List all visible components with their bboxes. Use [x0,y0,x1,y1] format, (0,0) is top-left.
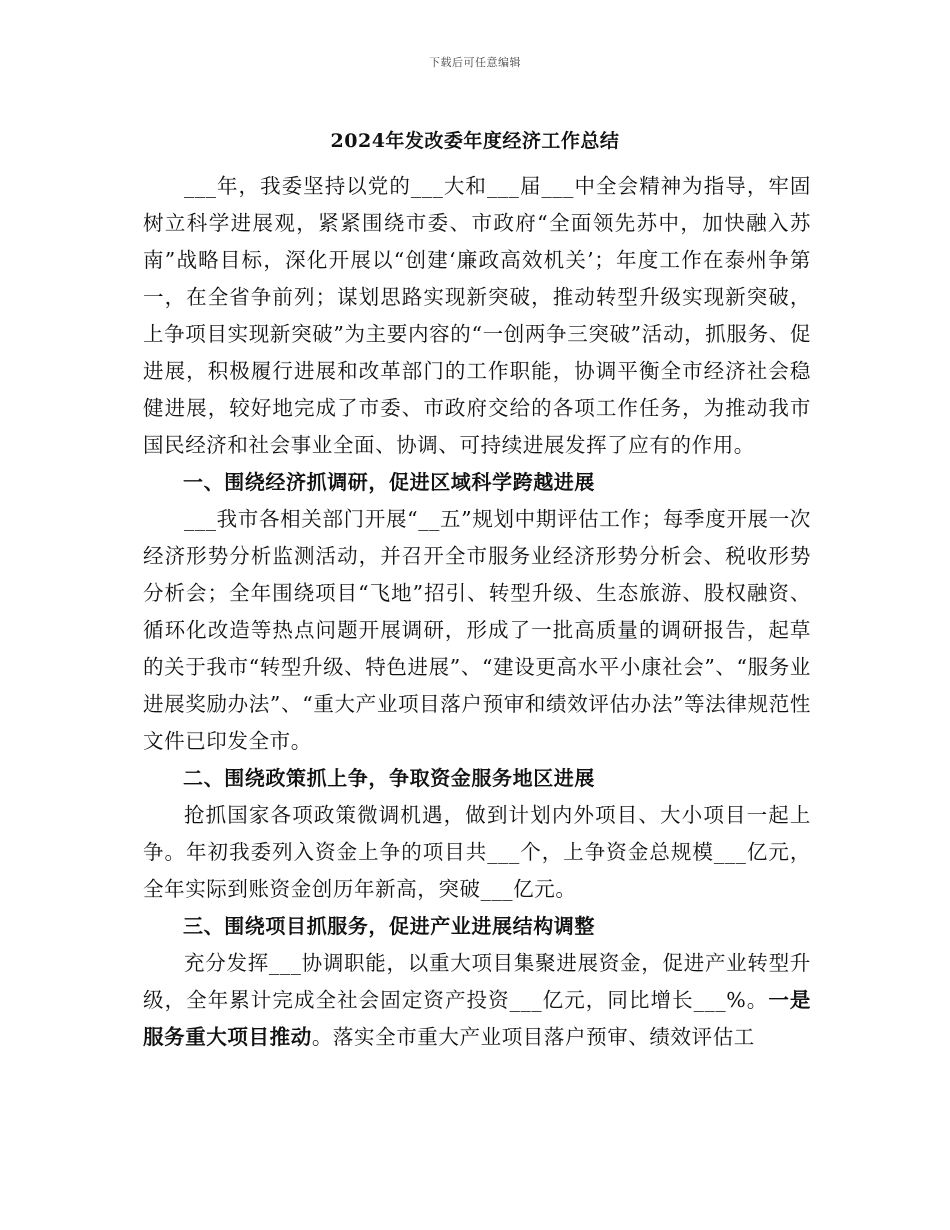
section-2-heading: 二、围绕政策抓上争，争取资金服务地区进展 [183,766,595,790]
intro-paragraph: ___年，我委坚持以党的___大和___届___中全会精神为指导，牢固树立科学进展观，紧紧围绕市委、市政府“全面领先苏中，加快融入苏南”战略目标，深化开展以“创建‘廉政高效机关’；年度工作在泰州争第一，在全省争前列；谋划思路实现新突破，推动转型升级实现新突破，上争项目实现新突破”为主要内容的“一创两争三突破”活动，抓服务、促进展，积极履行进展和改革部门的工作职能，协调平衡全市经济社会稳健进展，较好地完成了市委、市政府交给的各项工作任务，为推动我市国民经济和社会事业全面、协调、可持续进展发挥了应有的作用。 [143,174,811,457]
document-body [143,168,811,1056]
document-title: 2024年发改委年度经济工作总结 [330,130,620,152]
section-3-bold-lead: 一是服务重大项目推动 [143,988,811,1049]
section-3-tail-text: 。落实全市重大产业项目落户预审、绩效评估工 [311,1025,755,1049]
page-header-note: 下载后可任意编辑 [429,56,521,69]
section-1-paragraph: ___我市各相关部门开展“__五”规划中期评估工作；每季度开展一次经济形势分析监测活动，并召开全市服务业经济形势分析会、税收形势分析会；全年围绕项目“飞地”招引、转型升级、生态旅游、股权融资、循环化改造等热点问题开展调研，形成了一批高质量的调研报告，起草的关于我市“转型升级、特色进展”、“建设更高水平小康社会”、“服务业进展奖励办法”、“重大产业项目落户预审和绩效评估办法”等法律规范性文件已印发全市。 [143,507,811,753]
section-2-paragraph: 抢抓国家各项政策微调机遇，做到计划内外项目、大小项目一起上争。年初我委列入资金上争的项目共___个，上争资金总规模___亿元，全年实际到账资金创历年新高，突破___亿元。 [143,803,811,901]
section-3-heading: 三、围绕项目抓服务，促进产业进展结构调整 [183,914,595,938]
section-3-body-text: 充分发挥___协调职能，以重大项目集聚进展资金，促进产业转型升级，全年累计完成全社会固定资产投资___亿元，同比增长___%。 [143,951,811,1012]
section-1-heading: 一、围绕经济抓调研，促进区域科学跨越进展 [183,470,595,494]
section-3-paragraph [143,945,811,1056]
